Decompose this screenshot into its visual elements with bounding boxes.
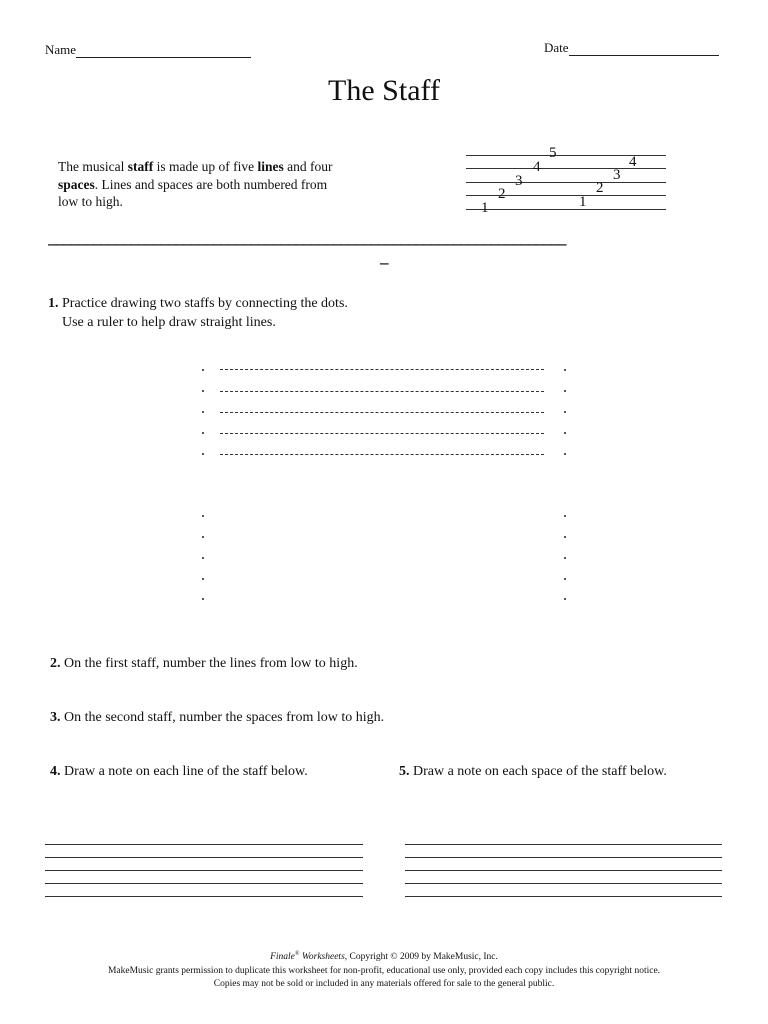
staff-line bbox=[405, 870, 722, 871]
staff-line bbox=[405, 844, 722, 845]
intro-bold-lines: lines bbox=[257, 159, 284, 174]
question-number: 2. bbox=[50, 656, 61, 671]
footer-line-2: MakeMusic grants permission to duplicate this worksheet for non-profit, educational use only, provided each copy includes this copyright notice. bbox=[107, 965, 661, 976]
staff-line-number: 2 bbox=[498, 186, 506, 202]
staff-space-number: 2 bbox=[596, 180, 604, 196]
footer-line-1 bbox=[0, 948, 768, 965]
footer-worksheets: Worksheets bbox=[299, 952, 345, 963]
question-text: On the second staff, number the spaces from low to high. bbox=[60, 710, 385, 725]
copyright-footer bbox=[0, 948, 768, 992]
staff-line bbox=[405, 896, 722, 897]
question-text: On the first staff, number the lines from low to high. bbox=[60, 656, 358, 671]
intro-text-part: . Lines and spaces are both numbered from low to high. bbox=[58, 176, 328, 209]
staff-space-number: 4 bbox=[629, 154, 637, 170]
staff-space-number: 3 bbox=[613, 167, 621, 183]
intro-bold-staff: staff bbox=[127, 159, 154, 174]
question-text: Practice drawing two staffs by connecting the dots. bbox=[58, 296, 348, 311]
staff-line-number: 3 bbox=[515, 173, 523, 189]
name-label: Name bbox=[45, 42, 77, 57]
staff-line bbox=[405, 857, 722, 858]
question-number: 3. bbox=[50, 710, 61, 725]
staff-line-number: 4 bbox=[533, 159, 541, 175]
page-title: The Staff bbox=[328, 74, 440, 107]
footer-brand: Finale bbox=[270, 952, 295, 963]
intro-bold-spaces: spaces bbox=[58, 176, 95, 192]
section-divider: _____________________________________________________________________ bbox=[48, 228, 566, 247]
section-divider-tail: _ bbox=[380, 247, 389, 266]
staff-line-number: 1 bbox=[481, 200, 489, 216]
staff-line-number: 5 bbox=[549, 145, 557, 161]
question-number: 4. bbox=[50, 764, 61, 779]
intro-text-part: The musical bbox=[58, 159, 128, 174]
footer-reg-mark: ® bbox=[294, 951, 300, 957]
question-number: 1. bbox=[48, 296, 59, 311]
staff-line bbox=[405, 883, 722, 884]
question-number: 5. bbox=[399, 764, 410, 779]
intro-text-part: is made up of five bbox=[153, 159, 258, 174]
question-text: Use a ruler to help draw straight lines. bbox=[62, 315, 276, 330]
question-text: Draw a note on each space of the staff below. bbox=[409, 764, 667, 779]
date-label: Date bbox=[544, 40, 569, 55]
question-text: Draw a note on each line of the staff below. bbox=[60, 764, 308, 779]
footer-line-3: Copies may not be sold or included in any materials offered for sale to the general public. bbox=[213, 979, 555, 990]
staff-space-number: 1 bbox=[579, 194, 587, 210]
intro-text-part: and four bbox=[283, 159, 333, 174]
footer-copyright: , Copyright © 2009 by MakeMusic, Inc. bbox=[344, 952, 498, 963]
